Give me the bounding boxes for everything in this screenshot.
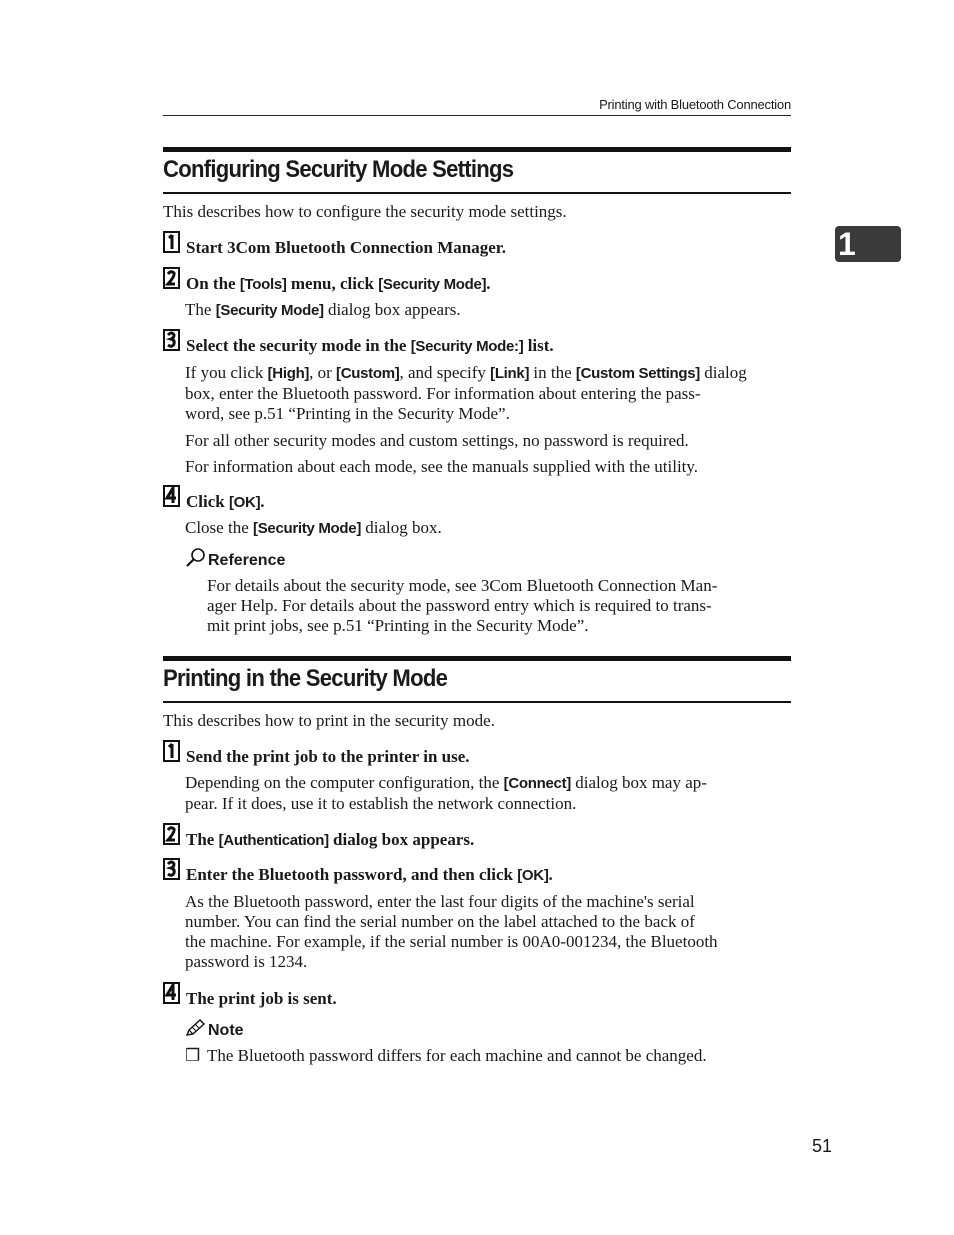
step-text: The [Authentication] dialog box appears. (186, 830, 475, 849)
section-title: Configuring Security Mode Settings (163, 156, 514, 183)
step-number-2-icon (163, 823, 180, 845)
section-title: Printing in the Security Mode (163, 665, 448, 692)
step-body: Close the [Security Mode] dialog box. (185, 518, 442, 537)
step-number-3-icon (163, 329, 180, 351)
step-text: On the [Tools] menu, click [Security Mode]. (186, 274, 491, 293)
step-number-1-icon (163, 231, 180, 253)
step-number-1-icon (163, 740, 180, 762)
step-text: Click [OK]. (186, 492, 265, 511)
step-number-4-icon (163, 982, 180, 1004)
section-rule-bottom (163, 192, 791, 194)
step-number-2-icon (163, 267, 180, 289)
step-body: The [Security Mode] dialog box appears. (185, 300, 461, 319)
step-text: Send the print job to the printer in use. (186, 747, 470, 766)
step-number-4-icon (163, 485, 180, 507)
pencil-icon (185, 1018, 207, 1038)
step-number-3-icon (163, 858, 180, 880)
magnifier-icon (185, 547, 207, 567)
step-body: If you click [High], or [Custom], and specify [Link] in the [Custom Settings] dialog box, enter the Bluetooth password. For information about entering the pass- word, see p.51 “Printing in the Security Mode”. For all other security modes and custom settings, no password is required. For information about each mode, see the manuals supplied with the utility. (185, 363, 747, 476)
running-head: Printing with Bluetooth Connection (599, 97, 791, 112)
section-rule-top (163, 147, 791, 152)
header-rule (163, 115, 791, 116)
step-body: As the Bluetooth password, enter the last four digits of the machine's serial number. You can find the serial number on the label attached to the back of the machine. For example, if the serial number is 00A0-001234, the Bluetooth password is 1234. (185, 892, 718, 971)
chapter-tab-number: 1 (838, 226, 856, 262)
section-rule-bottom (163, 701, 791, 703)
section-rule-top (163, 656, 791, 661)
reference-title: Reference (208, 552, 286, 569)
note-checkbox-icon: ❒ (185, 1046, 201, 1065)
section-intro: This describes how to print in the security mode. (163, 711, 495, 730)
note-text: The Bluetooth password differs for each machine and cannot be changed. (207, 1046, 707, 1065)
reference-text: For details about the security mode, see 3Com Bluetooth Connection Man- ager Help. For details about the password entry which is required to trans- mit print jobs, see p.51 “Printing in the Security Mode”. (207, 576, 718, 635)
step-text: Start 3Com Bluetooth Connection Manager. (186, 238, 506, 257)
note-title: Note (208, 1022, 244, 1039)
step-text: Select the security mode in the [Security Mode:] list. (186, 336, 554, 355)
page-number: 51 (812, 1136, 833, 1156)
step-text: Enter the Bluetooth password, and then click [OK]. (186, 865, 553, 884)
section-intro: This describes how to configure the security mode settings. (163, 202, 567, 221)
step-body: Depending on the computer configuration, the [Connect] dialog box may ap- pear. If it does, use it to establish the network connection. (185, 773, 707, 813)
step-text: The print job is sent. (186, 989, 337, 1008)
